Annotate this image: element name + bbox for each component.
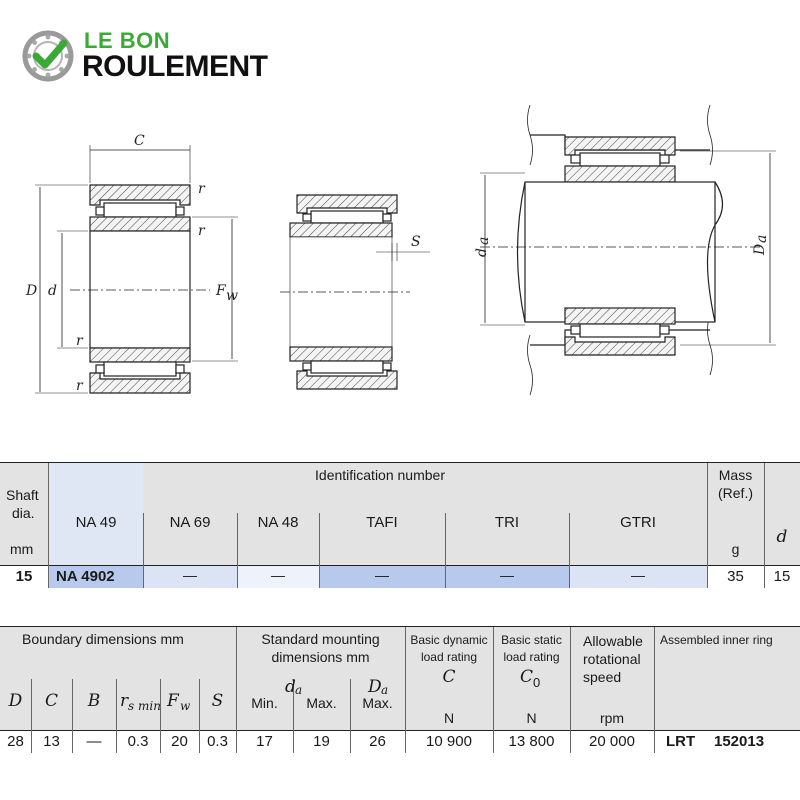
dim-label-d: d xyxy=(48,283,57,299)
dim-label-r-4: r xyxy=(76,378,83,394)
sym-max: Max. xyxy=(306,695,337,711)
speed-unit: rpm xyxy=(599,710,625,726)
row-mass: 35 xyxy=(727,568,744,585)
series-na69: NA 69 xyxy=(169,514,211,531)
sym-r: r xyxy=(120,691,129,711)
dim-label-Fw: F xyxy=(216,283,226,299)
mass-header-line1: Mass xyxy=(718,467,753,483)
val-D: 28 xyxy=(7,733,24,750)
dim-label-r-1: r xyxy=(198,181,205,197)
sym-da-sub: a xyxy=(295,683,303,697)
val-rs: 0.3 xyxy=(127,733,149,750)
row-id-na69: — xyxy=(183,567,197,583)
shaft-header-line2: dia. xyxy=(12,505,35,521)
identification-header: Identification number xyxy=(315,467,445,483)
stat-header-line1: Basic static xyxy=(501,633,562,647)
sym-C: C xyxy=(44,691,58,711)
shaft-unit: mm xyxy=(10,541,34,557)
mass-unit: g xyxy=(731,541,740,557)
bearing-check-logo-icon xyxy=(22,30,74,82)
row-id-tafi: — xyxy=(375,567,389,583)
val-C-dyn: 10 900 xyxy=(426,733,472,750)
val-Da-max: 26 xyxy=(369,733,386,750)
dim-label-Da: D xyxy=(752,243,768,255)
val-S: 0.3 xyxy=(207,733,228,750)
sym-S: S xyxy=(211,691,224,711)
sym-r-sub: s min xyxy=(128,699,161,713)
boundary-header: Boundary dimensions mm xyxy=(22,631,184,647)
series-na48: NA 48 xyxy=(257,514,299,531)
val-B: — xyxy=(86,733,102,750)
row-shaft: 15 xyxy=(15,568,33,585)
stat-unit: N xyxy=(526,710,537,726)
dyn-header-line1: Basic dynamic xyxy=(410,633,488,647)
row-id-gtri: — xyxy=(631,567,645,583)
sym-min: Min. xyxy=(251,695,278,711)
inner-ring-header: Assembled inner ring xyxy=(660,633,773,647)
sym-Da: D xyxy=(368,677,382,697)
speed-header-line1: Allowable xyxy=(583,633,643,649)
row-d: 15 xyxy=(773,568,791,585)
d-header: d xyxy=(776,527,788,547)
series-tri: TRI xyxy=(494,514,520,531)
row-id-tri: — xyxy=(500,567,514,583)
val-da-min: 17 xyxy=(256,733,273,750)
series-tafi: TAFI xyxy=(366,514,398,531)
bearing-drawings xyxy=(0,95,800,405)
dim-label-S: S xyxy=(411,234,421,250)
mounting-header-line2: dimensions mm xyxy=(271,649,370,665)
val-da-max: 19 xyxy=(313,733,330,750)
shaft-header-line1: Shaft xyxy=(6,487,39,503)
mass-header-line2: (Ref.) xyxy=(718,485,753,501)
dim-label-D: D xyxy=(26,283,38,299)
mounting-header-line1: Standard mounting xyxy=(261,631,380,647)
sym-D: D xyxy=(8,691,23,711)
dim-label-Da-sub: a xyxy=(754,234,770,243)
dim-label-C: C xyxy=(134,133,145,149)
speed-header-line3: speed xyxy=(583,669,622,685)
drawing-bearing-without-inner-ring xyxy=(280,195,430,389)
drawing-bearing-with-inner-ring xyxy=(35,145,238,393)
row-id-na49: NA 4902 xyxy=(56,568,115,585)
val-C: 13 xyxy=(43,733,60,750)
logo xyxy=(22,26,302,86)
identification-table xyxy=(0,462,800,589)
sym-Da-sub: a xyxy=(381,683,389,697)
speed-header-line2: rotational xyxy=(583,651,641,667)
sym-F: F xyxy=(167,691,179,711)
logo-line1: LE BON xyxy=(84,28,171,53)
sym-B: B xyxy=(87,691,101,711)
stat-symbol-sub: 0 xyxy=(533,675,541,690)
sym-da: d xyxy=(285,677,296,697)
series-na49: NA 49 xyxy=(75,514,117,531)
dyn-header-line2: load rating xyxy=(420,650,478,664)
dim-label-da: d xyxy=(474,248,490,257)
dim-label-Fw-sub: w xyxy=(226,288,238,304)
sym-F-sub: w xyxy=(180,699,191,713)
stat-header-line2: load rating xyxy=(503,650,560,664)
dyn-symbol: C xyxy=(442,667,456,687)
dim-label-r-3: r xyxy=(76,333,83,349)
stat-symbol: C xyxy=(520,667,534,687)
series-gtri: GTRI xyxy=(620,514,656,531)
dimensions-table xyxy=(0,626,800,754)
row-id-na48: — xyxy=(271,567,285,583)
dim-label-r-2: r xyxy=(198,223,205,239)
val-ring-no: 152013 xyxy=(714,733,765,750)
val-ring-prefix: LRT xyxy=(666,733,696,750)
dim-label-da-sub: a xyxy=(476,236,492,245)
logo-line2: ROULEMENT xyxy=(82,50,268,83)
drawing-mounting xyxy=(480,105,776,395)
val-C0: 13 800 xyxy=(508,733,555,750)
sym-Da-max: Max. xyxy=(362,695,393,711)
val-Fw: 20 xyxy=(171,733,188,750)
dyn-unit: N xyxy=(443,710,455,726)
val-speed: 20 000 xyxy=(589,733,635,750)
